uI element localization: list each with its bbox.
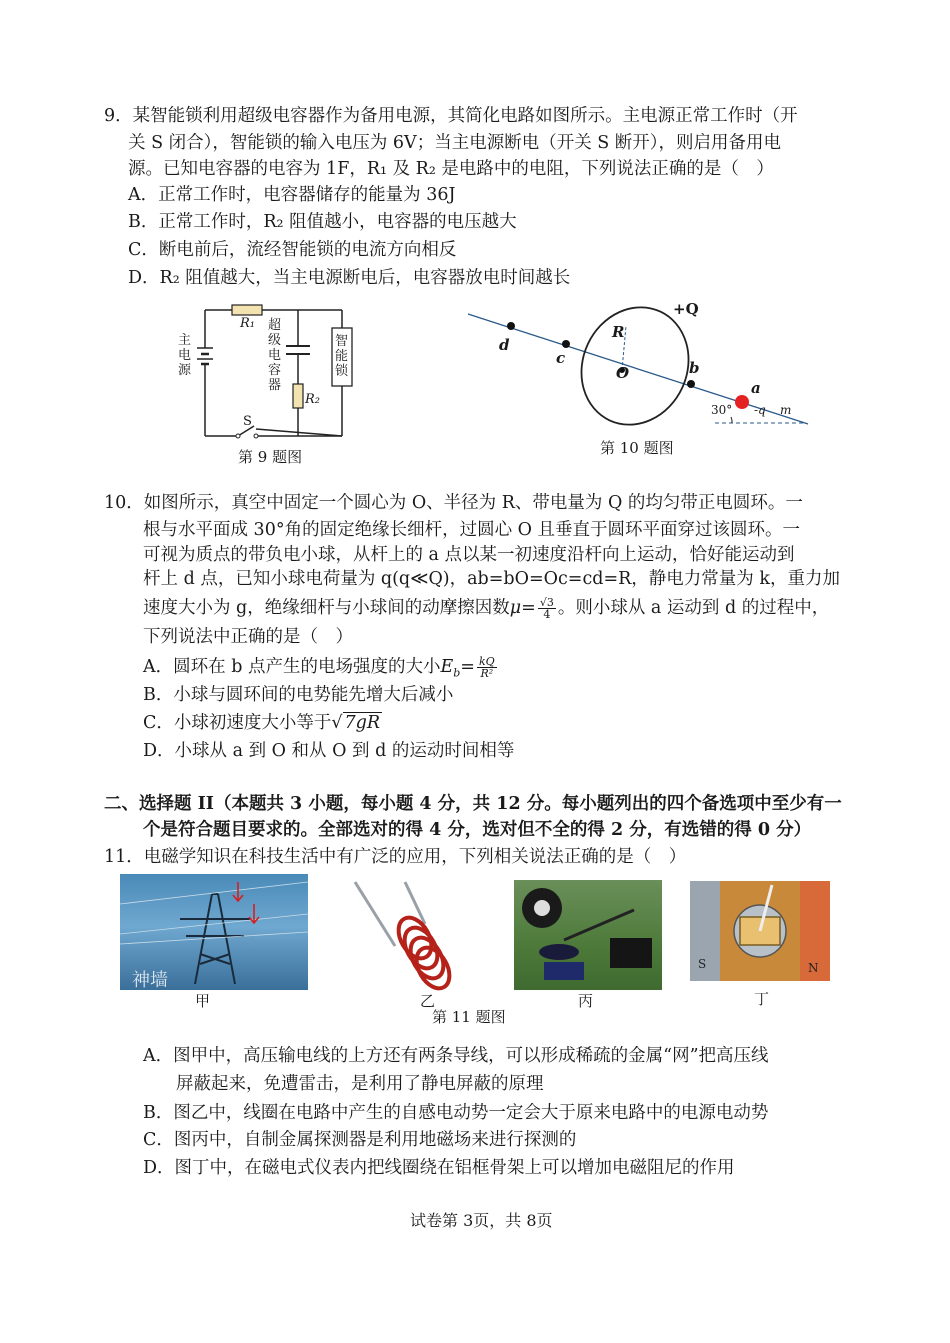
eb-equals: = [460, 657, 475, 677]
supercap-label: 超级电容器 [268, 318, 282, 393]
q11-stem: 11．电磁学知识在科技生活中有广泛的应用，下列相关说法正确的是（ ） [104, 847, 687, 867]
minus-q-label: -q [754, 403, 766, 417]
q10-stem-line5-tail: 。则小球从 a 运动到 d 的过程中， [557, 598, 830, 618]
mu-denominator: 4 [543, 608, 551, 621]
coil-drawing [345, 876, 460, 991]
q10-stem-line6: 下列说法中正确的是（ ） [143, 627, 353, 647]
a-label: a [751, 379, 761, 397]
mu-numerator: √3 [539, 596, 554, 609]
q10-stem-line1: 10．如图所示，真空中固定一个圆心为 O、半径为 R、带电量为 Q 的均匀带正电圆环。一 [104, 493, 803, 513]
detector-shaft [564, 910, 634, 940]
mu-label: μ= [509, 598, 536, 618]
photo-jia-power-tower [120, 874, 308, 990]
watermark-text: 神墙 [132, 970, 168, 990]
q10-figure-caption: 第 10 题图 [600, 439, 674, 457]
q9-stem-line2: 关 S 闭合），智能锁的输入电压为 6V；当主电源断电（开关 S 断开），则启用备用电 [128, 133, 782, 153]
q11-option-a-line1: A．图甲中，高压输电线的上方还有两条导线，可以形成稀疏的金属“网”把高压线 [143, 1046, 769, 1066]
detector-coil-center [534, 900, 550, 916]
q11-figure-caption: 第 11 题图 [432, 1008, 506, 1026]
photo-ding-galvanometer [690, 881, 830, 981]
eb-fraction [477, 656, 497, 679]
eb-denominator: R² [480, 667, 494, 680]
d-label: d [499, 336, 510, 354]
q10-option-a [143, 655, 499, 686]
eb-symbol: E [440, 657, 454, 677]
q10-stem-line5 [143, 596, 829, 620]
q9-stem-line3: 源。已知电容器的电容为 1F，R₁ 及 R₂ 是电路中的电阻，下列说法正确的是（ ） [128, 159, 774, 179]
main-source-label: 主电源 [178, 333, 192, 378]
photo-yi-coil [345, 876, 460, 991]
switch-label: S [243, 414, 252, 429]
b-label: b [689, 359, 700, 377]
plus-q-label: +Q [673, 300, 699, 318]
magnet-s-label: S [698, 957, 707, 971]
r2-resistor [293, 384, 303, 408]
q10-stem-line5-text: 速度大小为 g，绝缘细杆与小球间的动摩擦因数 [143, 598, 510, 618]
q10-option-c-text: C．小球初速度大小等于 [143, 713, 332, 733]
section2-header-line1: 二、选择题 II（本题共 3 小题，每小题 4 分，共 12 分。每小题列出的四个备选项中至少有一 [104, 794, 842, 814]
q10-stem-line4: 杆上 d 点，已知小球电荷量为 q(q≪Q)，ab=bO=Oc=cd=R，静电力常量为 k，重力加 [143, 569, 840, 589]
charged-ball [735, 395, 749, 409]
photo-label-jia: 甲 [195, 992, 211, 1010]
q10-option-c [143, 711, 382, 735]
photo-label-bing: 丙 [578, 992, 594, 1010]
q10-option-a-text: A．圆环在 b 点产生的电场强度的大小 [143, 657, 441, 677]
q9-option-a: A．正常工作时，电容器储存的能量为 36J [128, 185, 456, 205]
c-label: c [556, 349, 566, 367]
r2-label: R₂ [305, 392, 320, 407]
mu-fraction [538, 597, 556, 620]
point-d [507, 322, 515, 330]
sqrt-symbol: √ [331, 713, 343, 733]
photo-bing-metal-detector [514, 880, 662, 990]
m-label: m [780, 403, 792, 417]
q10-stem-line2: 根与水平面成 30°角的固定绝缘长细杆，过圆心 O 且垂直于圆环平面穿过该圆环。一 [143, 520, 801, 540]
q10-stem-line3: 可视为质点的带负电小球，从杆上的 a 点以某一初速度沿杆向上运动，恰好能运动到 [143, 545, 795, 565]
smart-lock-label: 智能锁 [335, 334, 349, 379]
q9-option-b: B．正常工作时，R₂ 阻值越小，电容器的电压越大 [128, 212, 517, 232]
point-b [687, 380, 695, 388]
q11-option-c: C．图丙中，自制金属探测器是利用地磁场来进行探测的 [143, 1130, 577, 1150]
q9-stem-line1: 9．某智能锁利用超级电容器作为备用电源，其简化电路如图所示。主电源正常工作时（开 [104, 106, 798, 126]
metal-detector-drawing [514, 880, 662, 990]
q11-option-d: D．图丁中，在磁电式仪表内把线圈绕在铝框骨架上可以增加电磁阻尼的作用 [143, 1158, 735, 1178]
q9-option-d: D．R₂ 阻值越大，当主电源断电后，电容器放电时间越长 [128, 268, 571, 288]
q9-figure-caption: 第 9 题图 [238, 448, 303, 466]
q11-option-a-line2: 屏蔽起来，免遭雷击，是利用了静电屏蔽的原理 [176, 1074, 544, 1094]
photo-label-yi: 乙 [420, 992, 436, 1010]
magnet-n-label: N [808, 961, 819, 975]
angle-arc [731, 417, 732, 423]
eb-numerator: kQ [478, 655, 495, 668]
eb-subscript: b [453, 666, 461, 680]
detector-control-box [610, 938, 652, 968]
q10-option-d: D．小球从 a 到 O 和从 O 到 d 的运动时间相等 [143, 741, 515, 761]
section2-header-line2: 个是符合题目要求的。全部选对的得 4 分，选对但不全的得 2 分，有选错的得 0 分） [143, 820, 812, 840]
point-c [562, 340, 570, 348]
q9-option-c: C．断电前后，流经智能锁的电流方向相反 [128, 240, 457, 260]
page-footer: 试卷第 3页，共 8页 [410, 1211, 553, 1230]
switch-contact-left [236, 434, 240, 438]
switch-contact-right [254, 434, 258, 438]
r1-label: R₁ [240, 316, 255, 331]
detector-search-head [539, 944, 579, 960]
q10-option-b: B．小球与圆环间的电势能先增大后减小 [143, 685, 454, 705]
r1-resistor [232, 305, 262, 315]
angle-label: 30° [711, 403, 733, 417]
detector-battery-pack [544, 962, 584, 980]
q10-ring-diagram [460, 296, 820, 436]
q11-option-b: B．图乙中，线圈在电路中产生的自感电动势一定会大于原来电路中的电源电动势 [143, 1103, 769, 1123]
photo-label-ding: 丁 [754, 990, 770, 1008]
sqrt-radicand: 7gR [344, 713, 381, 733]
r-label: R [612, 323, 625, 341]
o-label: O [616, 364, 630, 382]
coil-lead-left [355, 882, 395, 946]
